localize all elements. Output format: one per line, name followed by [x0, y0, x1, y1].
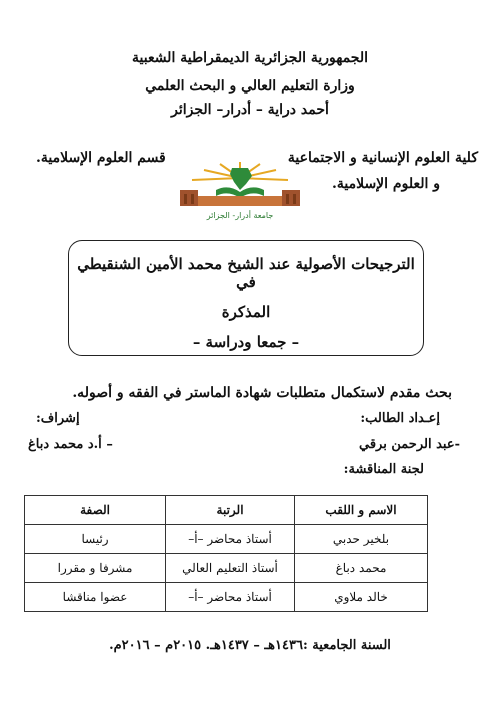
column-header-name: الاسم و اللقب	[295, 496, 428, 525]
logo-caption: جامعة أدرار- الجزائر	[206, 211, 274, 220]
member-rank: أستاذ التعليم العالي	[166, 554, 295, 583]
member-role: رئيسا	[25, 525, 166, 554]
column-header-role: الصفة	[25, 496, 166, 525]
title-box	[68, 240, 424, 356]
research-statement: بحث مقدم لاستكمال متطلبات شهادة الماستر في الفقه و أصوله.	[72, 385, 452, 401]
thesis-title-line1: الترجيحات الأصولية عند الشيخ محمد الأمين الشنقيطي في	[77, 255, 415, 291]
member-role: مشرفا و مقررا	[25, 554, 166, 583]
university-name: أحمد دراية – أدرار– الجزائر	[171, 102, 329, 118]
supervisor-name: – أ.د محمد دباغ	[28, 437, 113, 452]
faculty-name: كلية العلوم الإنسانية و الاجتماعية	[287, 150, 478, 166]
table-row	[25, 525, 428, 554]
column-header-rank: الرتبة	[166, 496, 295, 525]
table-header-row	[25, 496, 428, 525]
faculty-name-cont: و العلوم الإسلامية.	[331, 176, 440, 192]
jury-table	[24, 495, 428, 612]
student-label: إعـداد الطالب:	[360, 411, 440, 426]
member-rank: أستاذ محاضر –أ–	[166, 583, 295, 612]
student-name: -عبد الرحمن برقي	[359, 437, 460, 452]
member-rank: أستاذ محاضر –أ–	[166, 525, 295, 554]
committee-label: لجنة المناقشة:	[343, 462, 424, 477]
academic-year: السنة الجامعية :١٤٣٦هـ – ١٤٣٧هـ. ٢٠١٥م – ٢٠١٦م.	[109, 638, 391, 653]
ministry-name: وزارة التعليم العالي و البحث العلمي	[145, 78, 355, 94]
supervisor-label: إشراف:	[36, 411, 80, 426]
country-name: الجمهورية الجزائرية الديمقراطية الشعبية	[131, 50, 368, 66]
member-role: عضوا مناقشا	[25, 583, 166, 612]
university-logo	[170, 160, 310, 222]
member-name: محمد دباغ	[295, 554, 428, 583]
member-name: خالد ملاوي	[295, 583, 428, 612]
department-name: قسم العلوم الإسلامية.	[36, 150, 166, 166]
member-name: بلخير حدبي	[295, 525, 428, 554]
thesis-title-line3: – جمعا ودراسة –	[192, 333, 300, 351]
table-row	[25, 554, 428, 583]
thesis-title-line2: المذكرة	[221, 303, 271, 321]
table-row	[25, 583, 428, 612]
